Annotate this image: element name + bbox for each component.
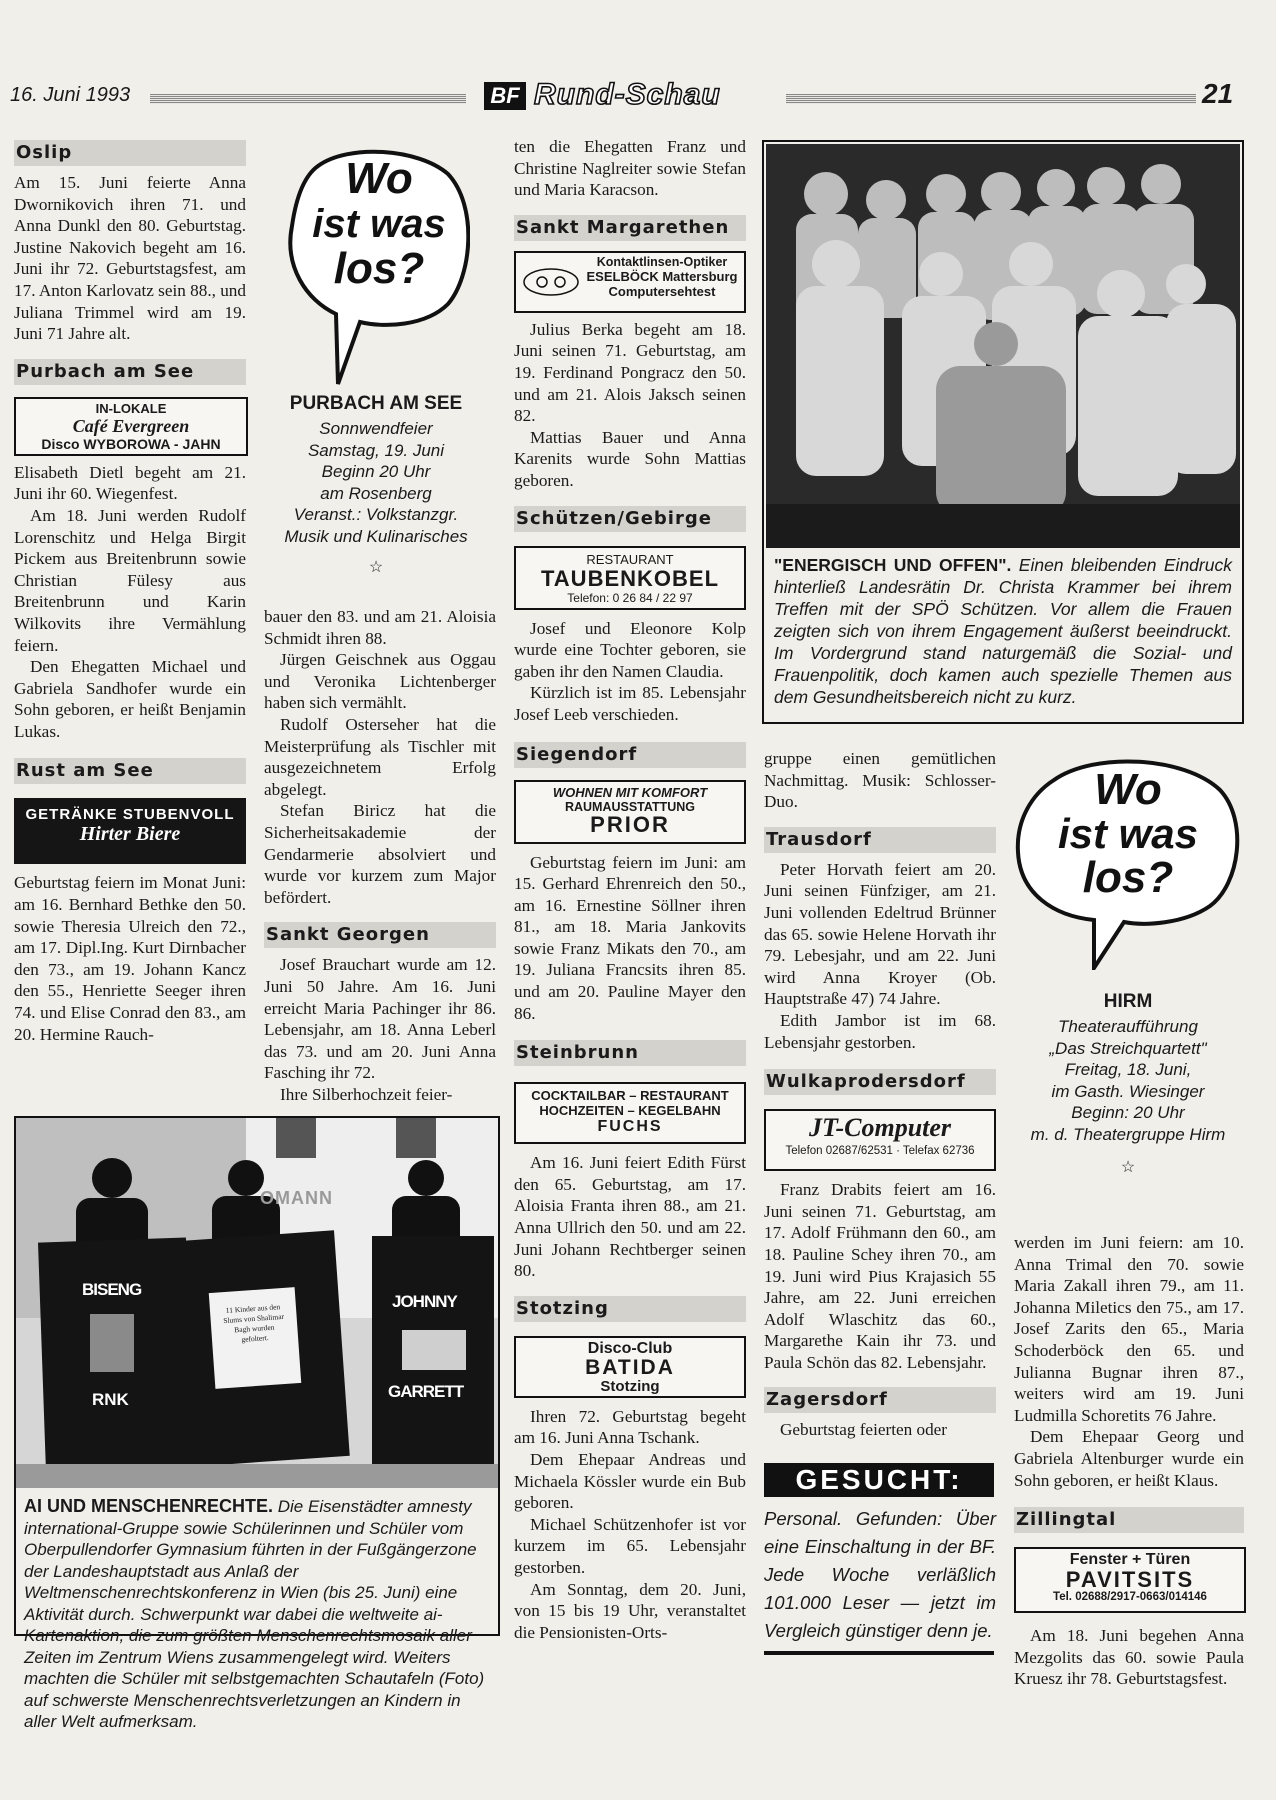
column-1 (14, 140, 246, 1045)
section-heading-rust: Rust am See (14, 758, 246, 784)
ai-sign3-bottom: GARRETT (388, 1382, 464, 1401)
event-2-line6: m. d. Theatergruppe Hirm (1030, 1124, 1226, 1144)
ad-batida-line3: Stotzing (600, 1377, 660, 1395)
speech-bubble-2 (1014, 756, 1242, 970)
ad-jt-line2: Telefon 02687/62531 · Telefax 62736 (785, 1145, 975, 1158)
ai-sign3-top: JOHNNY (392, 1292, 457, 1311)
ad-fuchs-line3: FUCHS (597, 1118, 663, 1136)
purbach-text-1: Elisabeth Dietl begeht am 21. Juni ihr 60. Wiegenfest. (14, 462, 246, 504)
section-heading-zagersdorf: Zagersdorf (764, 1387, 996, 1413)
photo-energisch (766, 144, 1240, 548)
ad-prior-line1: WOHNEN MIT KOMFORT (552, 784, 708, 800)
wulka-text: Franz Drabits feiert am 16. Juni seinen 71. Geburtstag, am 17. Adolf Frühmann den 60., am 18. Pauline Schey ihren 70., am 19. Juni wird Pius Krajasich 55 Jahre, am 22. Juni erreichen Adolf Wlaschitz das 60., Margarethe Kain ihr 73. und Paula Schön das 82. Lebensjahr. (764, 1180, 996, 1372)
section-heading-schuetzen: Schützen/Gebirge (514, 506, 746, 532)
event-2-line2: „Das Streichquartett" (1049, 1038, 1207, 1058)
event-1-line5: Veranst.: Volkstanzgr. (293, 505, 459, 524)
event-1-line1: Sonnwendfeier (319, 419, 433, 438)
stotzing-text-2: Dem Ehepaar Andreas und Michaela Kössler wurde ein Bub geboren. (514, 1450, 746, 1513)
bubble-2-line2: ist was (1057, 810, 1199, 857)
caption-ai-text: Die Eisenstädter amnesty international-Gruppe sowie Schülerinnen und Schüler vom Oberpullendorfer Gymnasium führten in der Fußgängerzone der Landeshauptstadt aus Anlaß der Weltmenschenrechtskonferenz in Wien (bis 25. Juni) eine Aktivität durch. Schwerpunkt war dabei die weltweite ai-Kartenaktion, die zum größten Menschenrechtsmosaik aller Zeiten im Zentrum Wiens zusammengelegt wird. Weiters machten die Schüler mit selbstgemachten Schautafeln (Foto) auf schwerste Menschenrechtsverletzungen an Kindern in aller Welt aufmerksam. (24, 1497, 485, 1731)
bubble-2-line3: los? (1082, 853, 1174, 902)
section-heading-siegendorf: Siegendorf (514, 742, 746, 768)
col5-text-2: Dem Ehepaar Georg und Gabriela Altenburger wurde ein Sohn geboren, er heißt Klaus. (1014, 1427, 1244, 1490)
ad-in-lokale-line1: IN-LOKALE (95, 400, 167, 416)
event-2-line1: Theateraufführung (1058, 1017, 1198, 1036)
ad-batida (514, 1336, 746, 1398)
section-heading-wulka: Wulkaprodersdorf (764, 1069, 996, 1095)
purbach-text-2: Am 18. Juni werden Rudolf Lorenschitz und Helga Birgit Pickem aus Breitenbrunn sowie Christian Fülesy aus Breitenbrunn und Karin Wilkovits ihre Vermählung feiern. (14, 505, 246, 655)
ad-pavitsits-line2: PAVITSITS (1065, 1567, 1195, 1593)
schuetzen-text-2: Kürzlich ist im 85. Lebensjahr Josef Leeb verschieden. (514, 683, 746, 724)
trausdorf-text-2: Edith Jambor ist im 68. Lebensjahr gestorben. (764, 1010, 996, 1052)
ad-fuchs (514, 1082, 746, 1144)
caption-ai (24, 1496, 490, 1733)
ad-batida-line2: BATIDA (585, 1355, 675, 1379)
col3-text-top: ten die Ehegatten Franz und Christine Naglreiter sowie Stefan und Maria Karacson. (514, 137, 746, 200)
photo-ai (16, 1118, 498, 1488)
col2-text-3: Rudolf Osterseher hat die Meisterprüfung als Tischler mit ausgezeichnetem Erfolg abgelegt. (264, 714, 496, 799)
event-1-line4: am Rosenberg (320, 483, 432, 503)
header-rule-left (150, 94, 466, 104)
caption-energisch-text: Einen bleibenden Eindruck hinterließ Landesrätin Dr. Christa Krammer bei ihrem Treffen mit der SPÖ Schützen. Vor allem die Frauen zeigten sich von ihrem Engagement äußerst beeindruckt. Im Vordergrund stand naturgemäß die Sozial- und Frauenpolitik, doch kamen auch spezielle Themen aus dem Gesundheitsbereich nicht zu kurz. (774, 555, 1232, 707)
header-rule-right (786, 94, 1196, 104)
section-heading-margarethen: Sankt Margarethen (514, 215, 746, 241)
event-1-star: ☆ (368, 559, 384, 576)
ad-eselboeck-line3: Computersehtest (608, 283, 716, 299)
photo-ai-frame (14, 1116, 500, 1731)
bubble-1-line1: Wo (345, 154, 413, 203)
header-logo-bf: BF (484, 82, 526, 110)
event-1-title: PURBACH AM SEE (289, 393, 463, 414)
zillingtal-text: Am 18. Juni begehen Anna Mezgolits das 60. sowie Paula Kruesz ihr 78. Geburtstagsfest. (1014, 1626, 1244, 1689)
ad-eselboeck-line2: ESELBÖCK Mattersburg (586, 268, 738, 284)
steinbrunn-text: Am 16. Juni feiert Edith Fürst den 65. Geburtstag, am 17. Aloisia Franta ihren 88., am 21. Anna Ullrich den 50. und am 22. Juni Johann Rechtberger seinen 80. (514, 1153, 746, 1281)
ad-taubenkobel-line2: TAUBENKOBEL (540, 565, 720, 591)
ad-getraenke-line1: GETRÄNKE STUBENVOLL (25, 806, 235, 824)
ai-sign1-top: BISENG (82, 1280, 142, 1299)
page-header (6, 80, 1244, 114)
photo-energisch-frame (762, 140, 1244, 724)
column-5 (1014, 1232, 1244, 1690)
ad-taubenkobel-line1: RESTAURANT (586, 551, 674, 567)
rust-text: Geburtstag feiern im Monat Juni: am 16. Bernhard Bethke den 50. sowie Theresia Ulreich den 72., am 17. Dipl.Ing. Kurt Dirnbacher den 73., am 19. Johann Kancz den 55., Henriette Seeger ihren 74. und Elise Conrad den 83., am 20. Hermine Rauch- (14, 873, 246, 1044)
gesucht-rule (764, 1651, 994, 1655)
schuetzen-text-1: Josef und Eleonore Kolp wurde eine Tochter geboren, sie gaben ihr den Namen Claudia. (514, 618, 746, 681)
section-heading-zillingtal: Zillingtal (1014, 1507, 1244, 1533)
section-heading-trausdorf: Trausdorf (764, 827, 996, 853)
ad-prior-line2: RAUMAUSSTATTUNG (564, 799, 696, 814)
event-2-line4: im Gasth. Wiesinger (1051, 1081, 1205, 1101)
event-1-line3: Beginn 20 Uhr (321, 462, 431, 481)
ai-wall-text: OMANN (260, 1188, 333, 1208)
siegendorf-text: Geburtstag feiern im Juni: am 15. Gerhard Ehrenreich den 50., am 16. Ernestine Söllner ihren 81., am 18. Maria Jankovits sowie Franz Mikats den 70., am 19. Juliana Francsits ihren 85. und am 20. Pauline Mayer den 86. (514, 852, 746, 1023)
gesucht-text: Personal. Gefunden: Über eine Einschaltung in der BF. Jede Woche verläßlich 101.000 Leser — jetzt im Vergleich günstiger denn je. (764, 1508, 996, 1642)
column-2 (264, 606, 496, 1105)
ad-jt-line1: JT-Computer (808, 1113, 952, 1143)
gesucht-banner: GESUCHT: (764, 1463, 994, 1497)
col2-text-2: Jürgen Geischnek aus Oggau und Veronika Lichtenberger haben sich vermählt. (264, 650, 496, 713)
ad-in-lokale-line2: Café Evergreen (72, 415, 190, 436)
glasses-icon (522, 267, 580, 297)
bubble-1-line3: los? (333, 244, 425, 293)
section-heading-oslip: Oslip (14, 140, 246, 166)
bubble-1-line2: ist was (312, 202, 446, 246)
section-heading-purbach: Purbach am See (14, 359, 246, 385)
col5-text-1: werden im Juni feiern: am 10. Anna Trimal den 70. sowie Maria Zakall ihren 79., am 11. Johanna Miletics den 75., am 17. Josef Zarits den 65., Maria Schoderböck den 65. und Julianna Bugnar ihren 87., weiters wird am 19. Juni Ludmilla Schoretits 76 Jahre. (1014, 1233, 1244, 1425)
ad-pavitsits-line1: Fenster + Türen (1069, 1551, 1191, 1569)
column-3 (514, 136, 746, 1643)
purbach-text-3: Den Ehegatten Michael und Gabriela Sandhofer wurde ein Sohn geboren, er heißt Benjamin Lukas. (14, 657, 246, 741)
event-1-line6: Musik und Kulinarisches (284, 526, 468, 546)
section-heading-stotzing: Stotzing (514, 1296, 746, 1322)
ai-sign2-text: 11 Kinder aus den Slums von Shalimar Bagh wurden gefoltert. (222, 1302, 285, 1344)
stotzing-text-3: Michael Schützenhofer ist vor kurzem im 65. Lebensjahr gestorben. (514, 1514, 746, 1577)
header-logo-title: Rund-Schau (534, 78, 721, 111)
ad-taubenkobel-line3: Telefon: 0 26 84 / 22 97 (567, 590, 693, 605)
caption-ai-title: AI UND MENSCHENRECHTE. (24, 1496, 274, 1516)
oslip-text: Am 15. Juni feierte Anna Dwornikovich ihren 71. und Anna Dunkl den 80. Geburtstag. Justine Nakovich begeht am 16. Juni ihr 72. Geburtstagsfest, am 17. Anton Karlovatz sein 88., und Juliana Trimmel wird am 19. Juni 71 Jahre alt. (14, 173, 246, 344)
group-photo-image (766, 144, 1240, 548)
event-2-star: ☆ (1120, 1159, 1136, 1176)
ad-pavitsits-line3: Tel. 02688/2917-0663/014146 (1053, 1591, 1207, 1604)
marg-text-1: Julius Berka begeht am 18. Juni seinen 71. Geburtstag, am 19. Ferdinand Pongracz den 50. und am 21. Alois Jaksch seinen 82. (514, 319, 746, 426)
ad-prior (514, 780, 746, 844)
marg-text-2: Mattias Bauer und Anna Karenits wurde Sohn Mattias geboren. (514, 427, 746, 490)
col2-text-1: bauer den 83. und am 21. Aloisia Schmidt ihren 88. (264, 607, 496, 648)
ad-taubenkobel (514, 546, 746, 610)
col4-text-top: gruppe einen gemütlichen Nachmittag. Musik: Schlosser-Duo. (764, 749, 996, 812)
event-2-line3: Freitag, 18. Juni, (1064, 1060, 1192, 1079)
ad-in-lokale (14, 397, 248, 456)
stotzing-text-4: Am Sonntag, dem 20. Juni, von 15 bis 19 Uhr, veranstaltet die Pensionisten-Orts- (514, 1579, 746, 1642)
zagersdorf-text: Geburtstag feierten oder (780, 1420, 948, 1440)
caption-energisch-title: "ENERGISCH UND OFFEN". (774, 555, 1012, 575)
ad-getraenke (14, 798, 246, 864)
ad-jt-computer (764, 1109, 996, 1171)
ad-fuchs-line1: COCKTAILBAR – RESTAURANT (531, 1088, 729, 1104)
ad-batida-line1: Disco-Club (587, 1339, 673, 1357)
ad-pavitsits (1014, 1547, 1246, 1613)
event-hirm (1012, 988, 1244, 1179)
ad-getraenke-line2: Hirter Biere (79, 823, 181, 846)
georgen-text-2: Ihre Silberhochzeit feier- (280, 1084, 453, 1104)
bubble-2-line1: Wo (1094, 765, 1162, 814)
georgen-text-1: Josef Brauchart wurde am 12. Juni 50 Jahre. Am 16. Juni erreicht Maria Pachinger ihr 86. Lebensjahr, am 18. Anna Leberl das 73. und am 20. Juni Anna Fasching ihr 72. (264, 955, 496, 1083)
col2-text-4: Stefan Biricz hat die Sicherheitsakademie der Gendarmerie absolviert und wurde vor kurzem zum Major befördert. (264, 801, 496, 907)
event-2-line5: Beginn: 20 Uhr (1071, 1103, 1185, 1122)
section-heading-georgen: Sankt Georgen (264, 922, 496, 948)
ad-eselboeck-line1: Kontaktlinsen-Optiker (596, 254, 728, 269)
event-1-line2: Samstag, 19. Juni (307, 440, 445, 460)
column-4 (764, 748, 996, 1655)
section-heading-steinbrunn: Steinbrunn (514, 1040, 746, 1066)
speech-bubble-1 (288, 146, 470, 386)
ad-eselboeck (514, 251, 746, 313)
page-number: 21 (1202, 78, 1234, 109)
ad-fuchs-line2: HOCHZEITEN – KEGELBAHN (539, 1103, 721, 1119)
caption-energisch (774, 554, 1232, 708)
stotzing-text-1: Ihren 72. Geburtstag begeht am 16. Juni Anna Tschank. (514, 1406, 746, 1448)
event-purbach (260, 390, 492, 579)
ad-in-lokale-line3: Disco WYBOROWA - JAHN (41, 435, 221, 452)
event-2-title: HIRM (1103, 991, 1153, 1012)
ad-prior-line3: PRIOR (590, 811, 670, 837)
trausdorf-text-1: Peter Horvath feiert am 20. Juni seinen Fünfziger, am 21. Juni vollenden Edeltrud Brünner das 65. sowie Helene Horvath ihr 79. Lebesjahr, und am 22. Juni wird Anna Kroyer (Ob. Hauptstraße 47) 74 Jahre. (764, 859, 996, 1009)
ai-sign1-bottom: RNK (92, 1390, 129, 1409)
header-date: 16. Juni 1993 (10, 84, 131, 106)
